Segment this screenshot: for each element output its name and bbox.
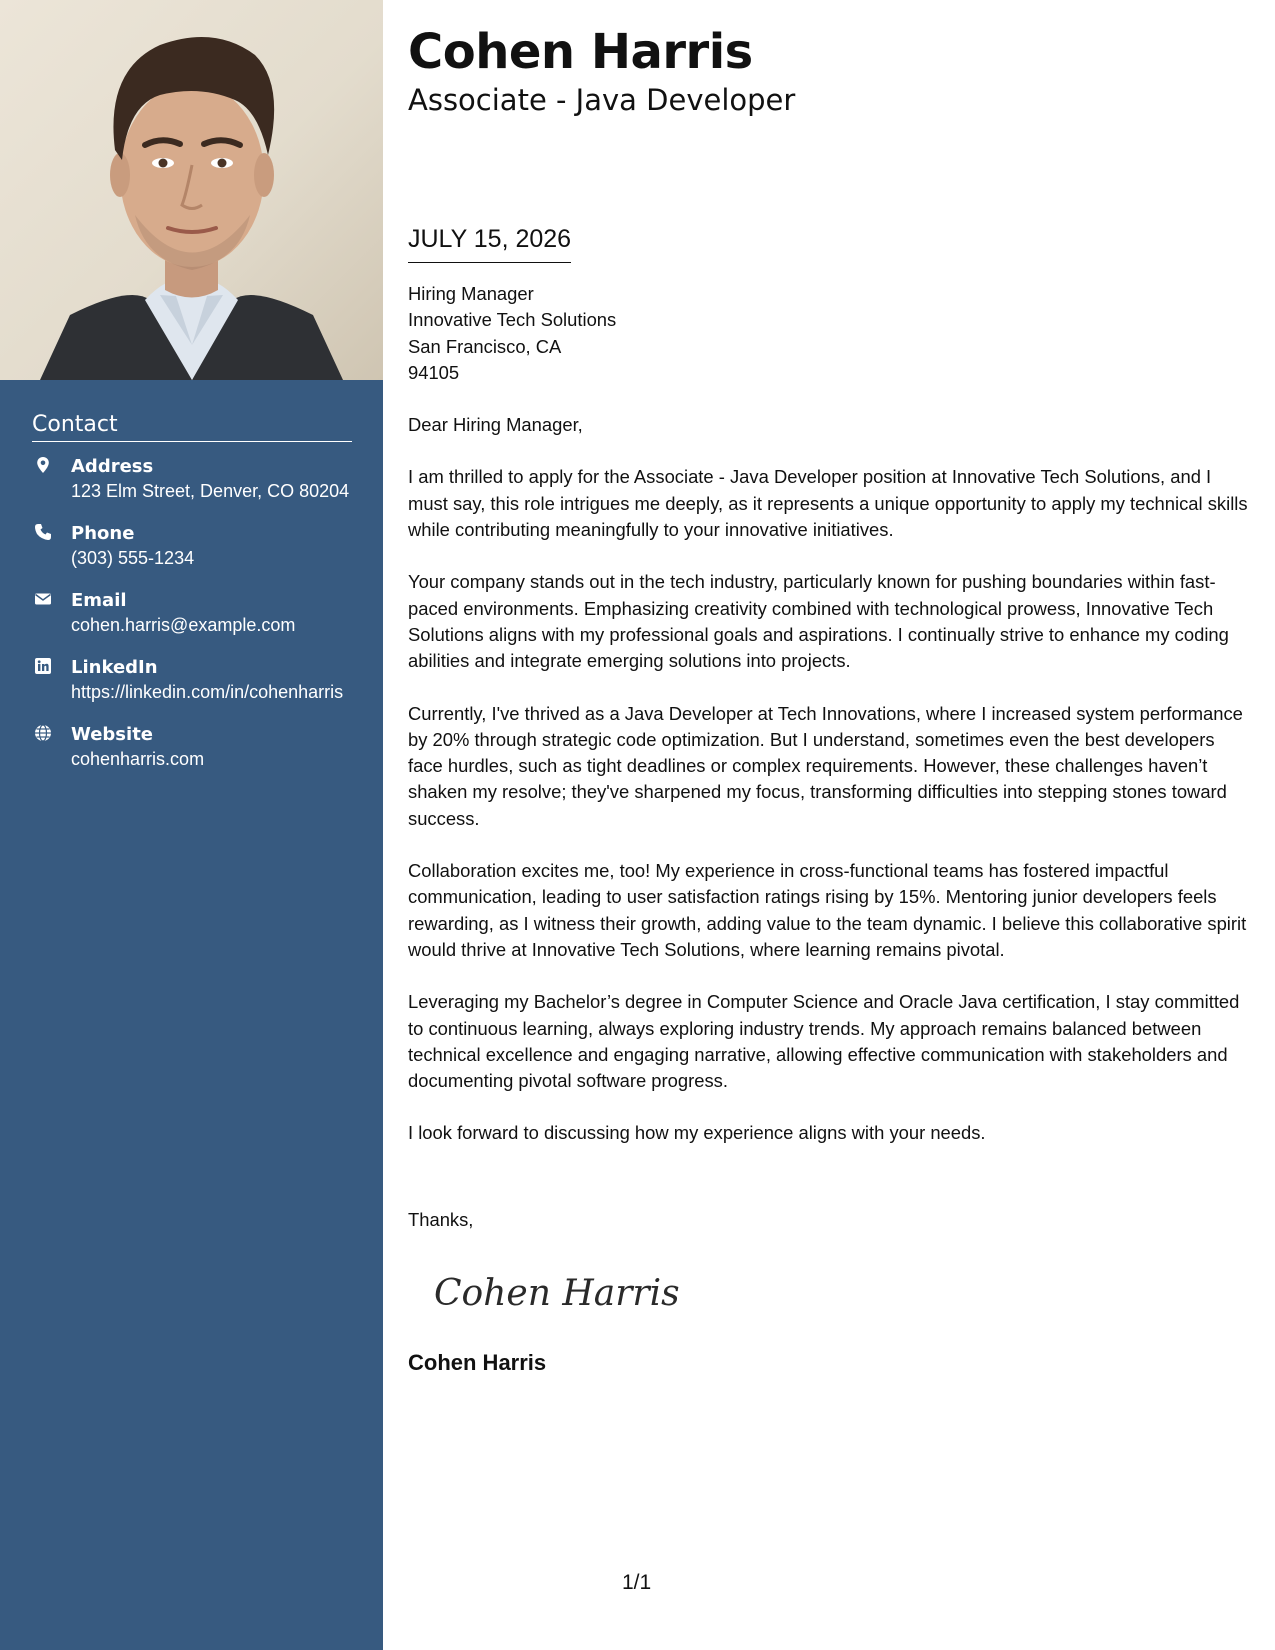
signed-name: Cohen Harris — [408, 1350, 547, 1375]
globe-icon — [34, 724, 52, 742]
paragraph: Your company stands out in the tech industry, particularly known for pushing boundaries within fast-paced environments. Emphasizing creativity combined with technological prowess, Innovative Tech Solutions aligns with my professional goals and aspirations. I continually strive to enhance my coding abilities and integrate emerging solutions into projects. — [408, 571, 1229, 672]
header — [408, 22, 1248, 118]
address-value: 123 Elm Street, Denver, CO 80204 — [71, 481, 350, 501]
recipient-line: Hiring Manager — [408, 283, 534, 304]
handwritten-signature — [430, 1263, 680, 1328]
contact-label: Email — [71, 590, 127, 611]
contact-heading: Contact — [32, 412, 352, 442]
paragraph: Currently, I've thrived as a Java Developer at Tech Innovations, where I increased system performance by 20% through strategic code optimization. But I understand, sometimes even the best developers face hurdles, such as tight deadlines or complex requirements. However, these challenges haven’t shaken my resolve; they've sharpened my focus, transforming difficulties into stepping stones toward success. — [408, 702, 1243, 829]
website-value[interactable]: cohenharris.com — [71, 749, 205, 769]
phone-value[interactable]: (303) 555-1234 — [71, 548, 195, 568]
contact-item-linkedin — [32, 655, 352, 705]
sidebar — [0, 0, 383, 1650]
profile-photo — [0, 0, 383, 380]
linkedin-value[interactable]: https://linkedin.com/in/cohenharris — [71, 682, 344, 702]
recipient-line: San Francisco, CA — [408, 335, 562, 357]
phone-icon — [34, 523, 52, 541]
contact-label: Website — [71, 724, 154, 745]
salutation: Dear Hiring Manager, — [408, 414, 583, 436]
job-title: Associate - Java Developer — [408, 83, 796, 117]
contact-item-address — [32, 454, 352, 504]
linkedin-icon — [34, 657, 52, 675]
recipient-line: 94105 — [408, 361, 460, 383]
candidate-name: Cohen Harris — [408, 24, 753, 80]
letter-body — [408, 281, 1253, 1147]
contact-label: LinkedIn — [71, 657, 158, 678]
email-value[interactable]: cohen.harris@example.com — [71, 615, 296, 635]
map-pin-icon — [34, 456, 52, 474]
page-number: 1/1 — [622, 1571, 652, 1594]
paragraph: Collaboration excites me, too! My experience in cross-functional teams has fostered impactful communication, leading to user satisfaction ratings rising by 15%. Mentoring junior developers feels rewarding, as I witness their growth, adding value to the team dynamic. I believe this collaborative spirit would thrive at Innovative Tech Solutions, where learning remains pivotal. — [408, 860, 1247, 960]
recipient-block — [408, 281, 1253, 386]
signature-text: Cohen Harris — [434, 1273, 680, 1314]
contact-item-phone — [32, 521, 352, 571]
paragraph: I am thrilled to apply for the Associate - Java Developer position at Innovative Tech Solutions, and I must say, this role intrigues me deeply, as it represents a unique opportunity to apply my technical skills while contributing meaningfully to your innovative initiatives. — [408, 466, 1248, 541]
profile-photo-illustration — [0, 0, 383, 380]
contact-label: Address — [71, 456, 154, 477]
paragraph: Leveraging my Bachelor’s degree in Computer Science and Oracle Java certification, I stay committed to continuous learning, always exploring industry trends. My approach remains balanced between technical excellence and engaging narrative, allowing effective communication with stakeholders and documenting pivotal software progress. — [408, 991, 1240, 1092]
contact-section — [32, 412, 352, 789]
signature-graphic — [430, 1263, 680, 1323]
closing: Thanks, — [408, 1209, 474, 1230]
recipient-line: Innovative Tech Solutions — [408, 309, 617, 331]
contact-label: Phone — [71, 523, 135, 544]
contact-item-website — [32, 722, 352, 772]
contact-item-email — [32, 588, 352, 638]
envelope-icon — [34, 590, 52, 608]
paragraph: I look forward to discussing how my experience aligns with your needs. — [408, 1122, 986, 1144]
letter-date: JULY 15, 2026 — [408, 222, 571, 263]
